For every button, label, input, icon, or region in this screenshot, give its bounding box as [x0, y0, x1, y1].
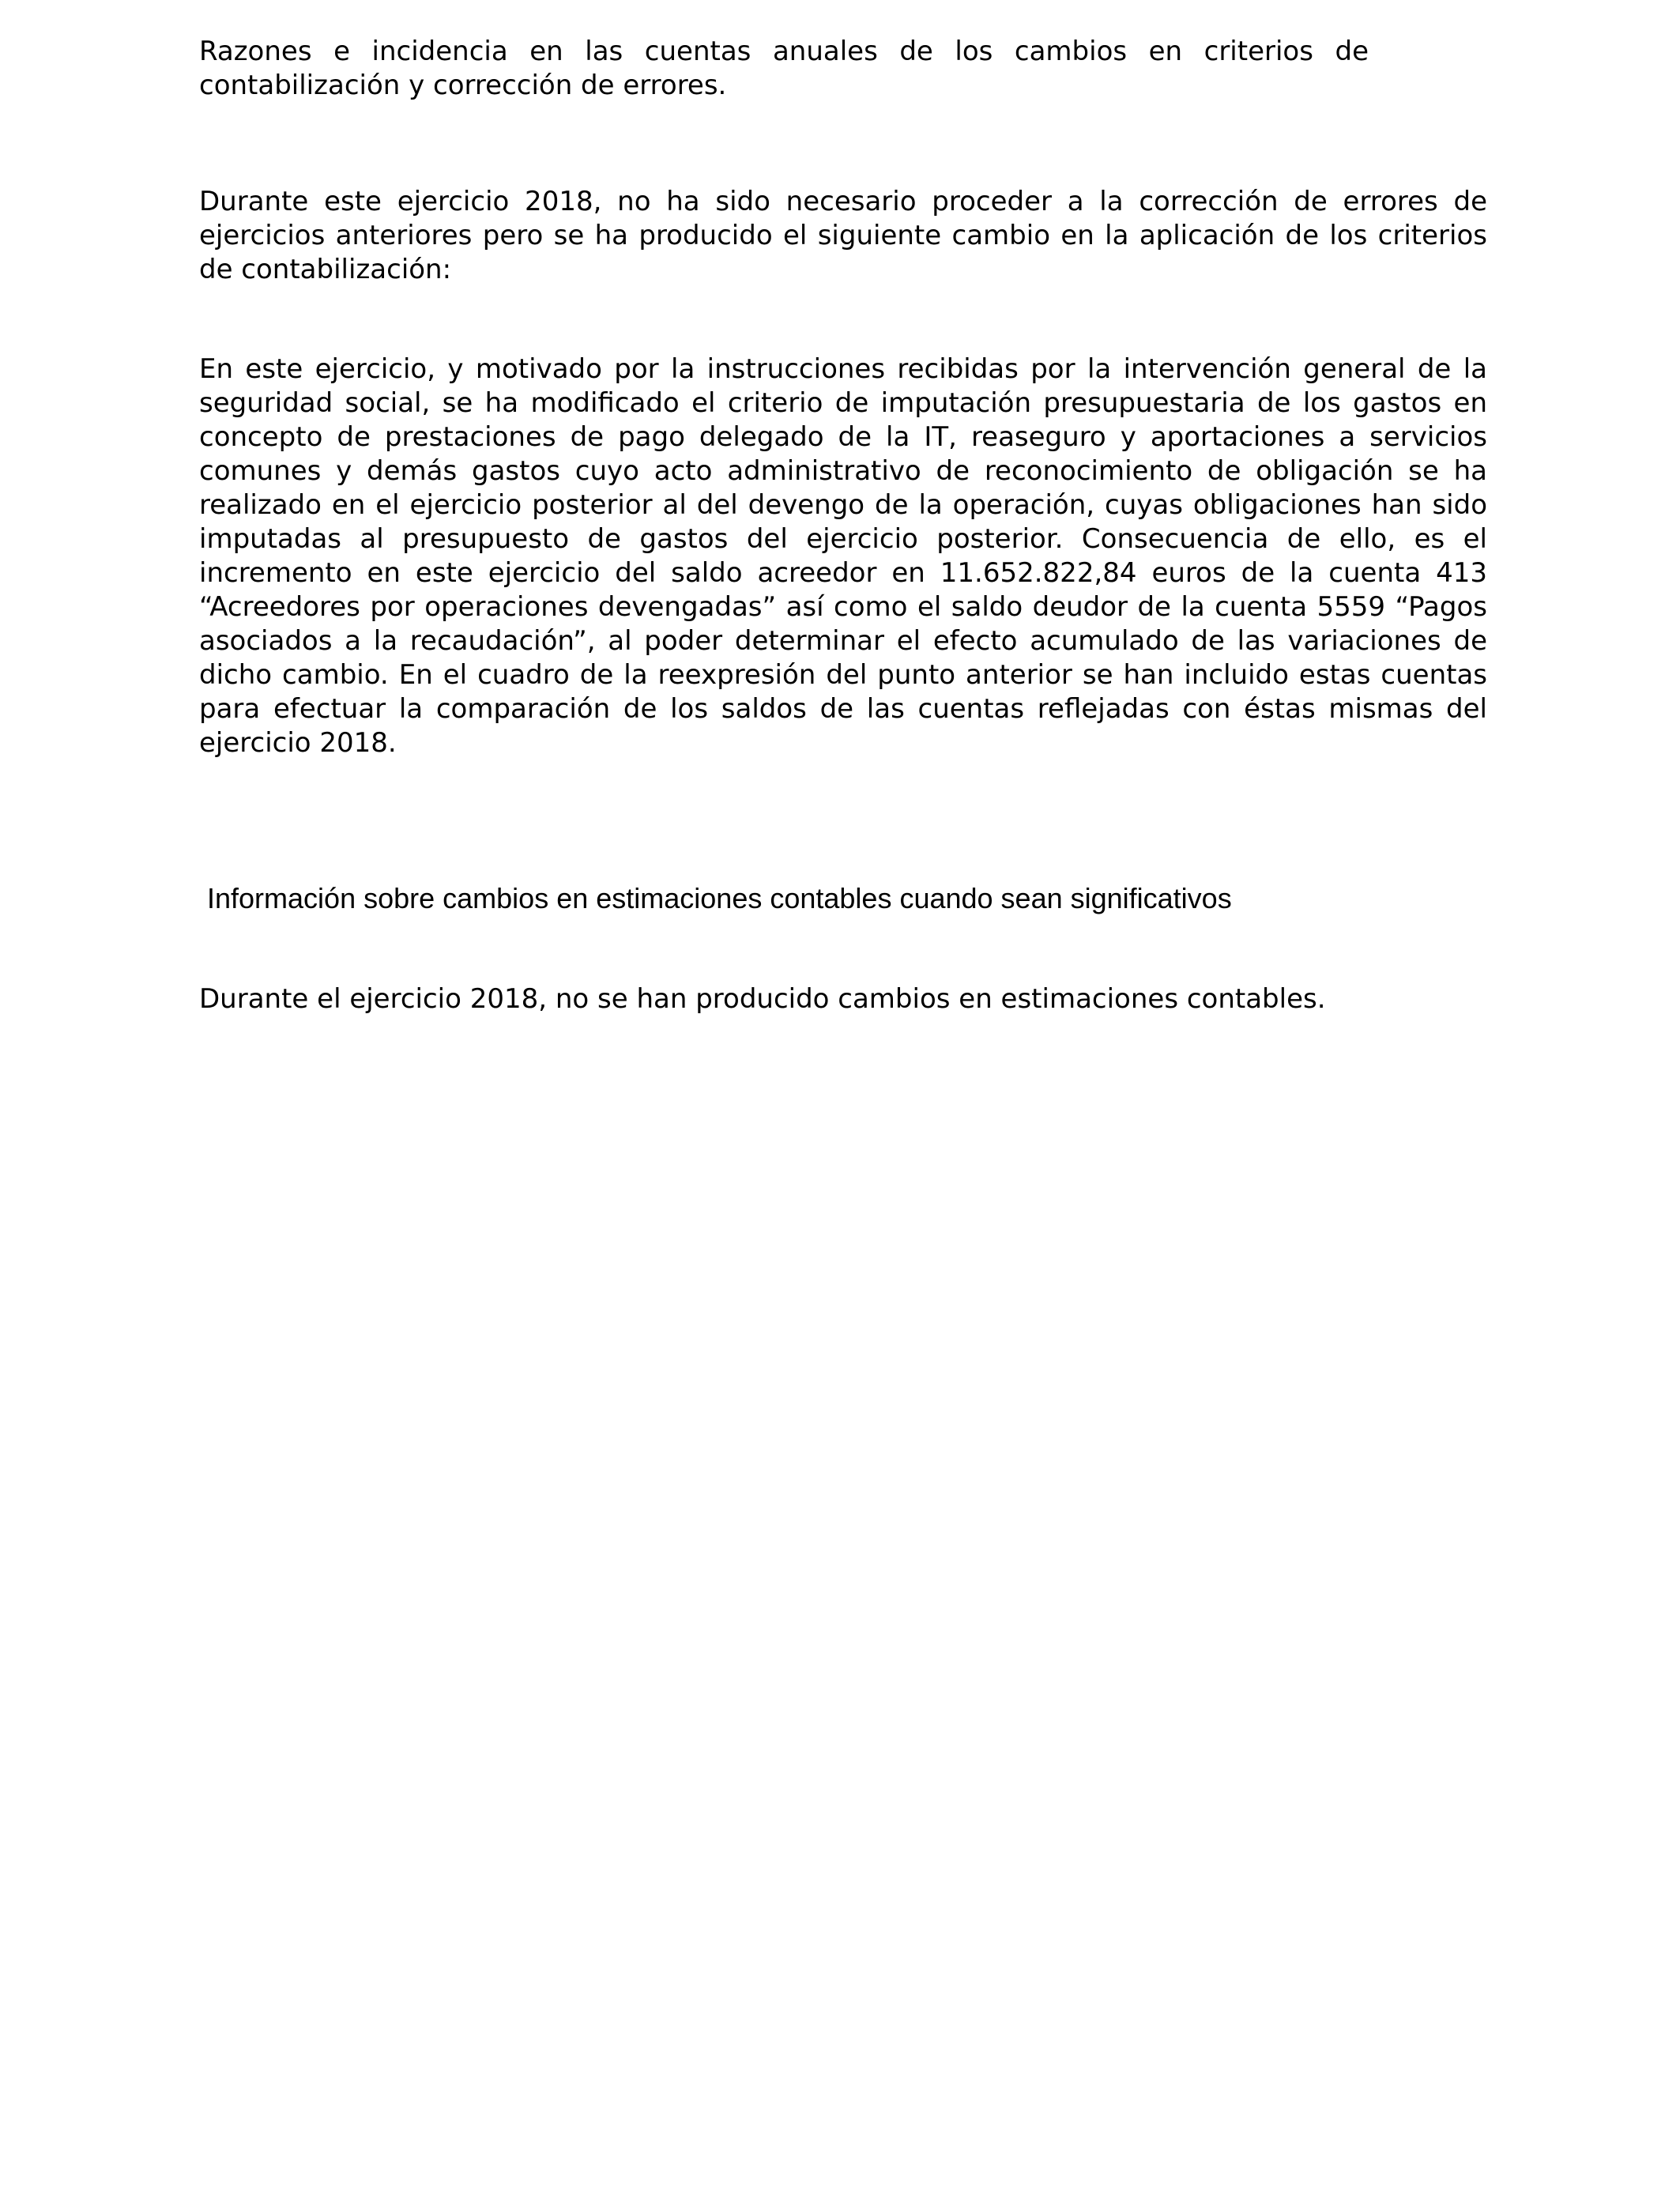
section-heading-estimate-changes: Información sobre cambios en estimaciones contables cuando sean significativos	[207, 882, 1232, 914]
paragraph-no-error-corrections: Durante este ejercicio 2018, no ha sido necesario proceder a la corrección de errores de ejercicios anteriores pero se ha producido el siguiente cambio en la aplicación de los criterios de contabilización:	[199, 186, 1487, 285]
paragraph-no-estimate-changes: Durante el ejercicio 2018, no se han producido cambios en estimaciones contables.	[199, 983, 1326, 1015]
paragraph-imputation-criterion-change: En este ejercicio, y motivado por la instrucciones recibidas por la intervención general de la seguridad social, se ha modificado el criterio de imputación presupuestaria de los gastos en concepto de prestaciones de pago delegado de la IT, reaseguro y aportaciones a servicios comunes y demás gastos cuyo acto administrativo de reconocimiento de obligación se ha realizado en el ejercicio posterior al del devengo de la operación, cuyas obligaciones han sido imputadas al presupuesto de gastos del ejercicio posterior. Consecuencia de ello, es el incremento en este ejercicio del saldo acreedor en 11.652.822,84 euros de la cuenta 413 “Acreedores por operaciones devengadas” así como el saldo deudor de la cuenta 5559 “Pagos asociados a la recaudación”, al poder determinar el efecto acumulado de las variaciones de dicho cambio. En el cuadro de la reexpresión del punto anterior se han incluido estas cuentas para efectuar la comparación de los saldos de las cuentas reflejadas con éstas mismas del ejercicio 2018.	[199, 353, 1487, 759]
section-heading-criteria-changes: Razones e incidencia en las cuentas anuales de los cambios en criterios de contabilización y corrección de errores.	[199, 36, 1369, 101]
